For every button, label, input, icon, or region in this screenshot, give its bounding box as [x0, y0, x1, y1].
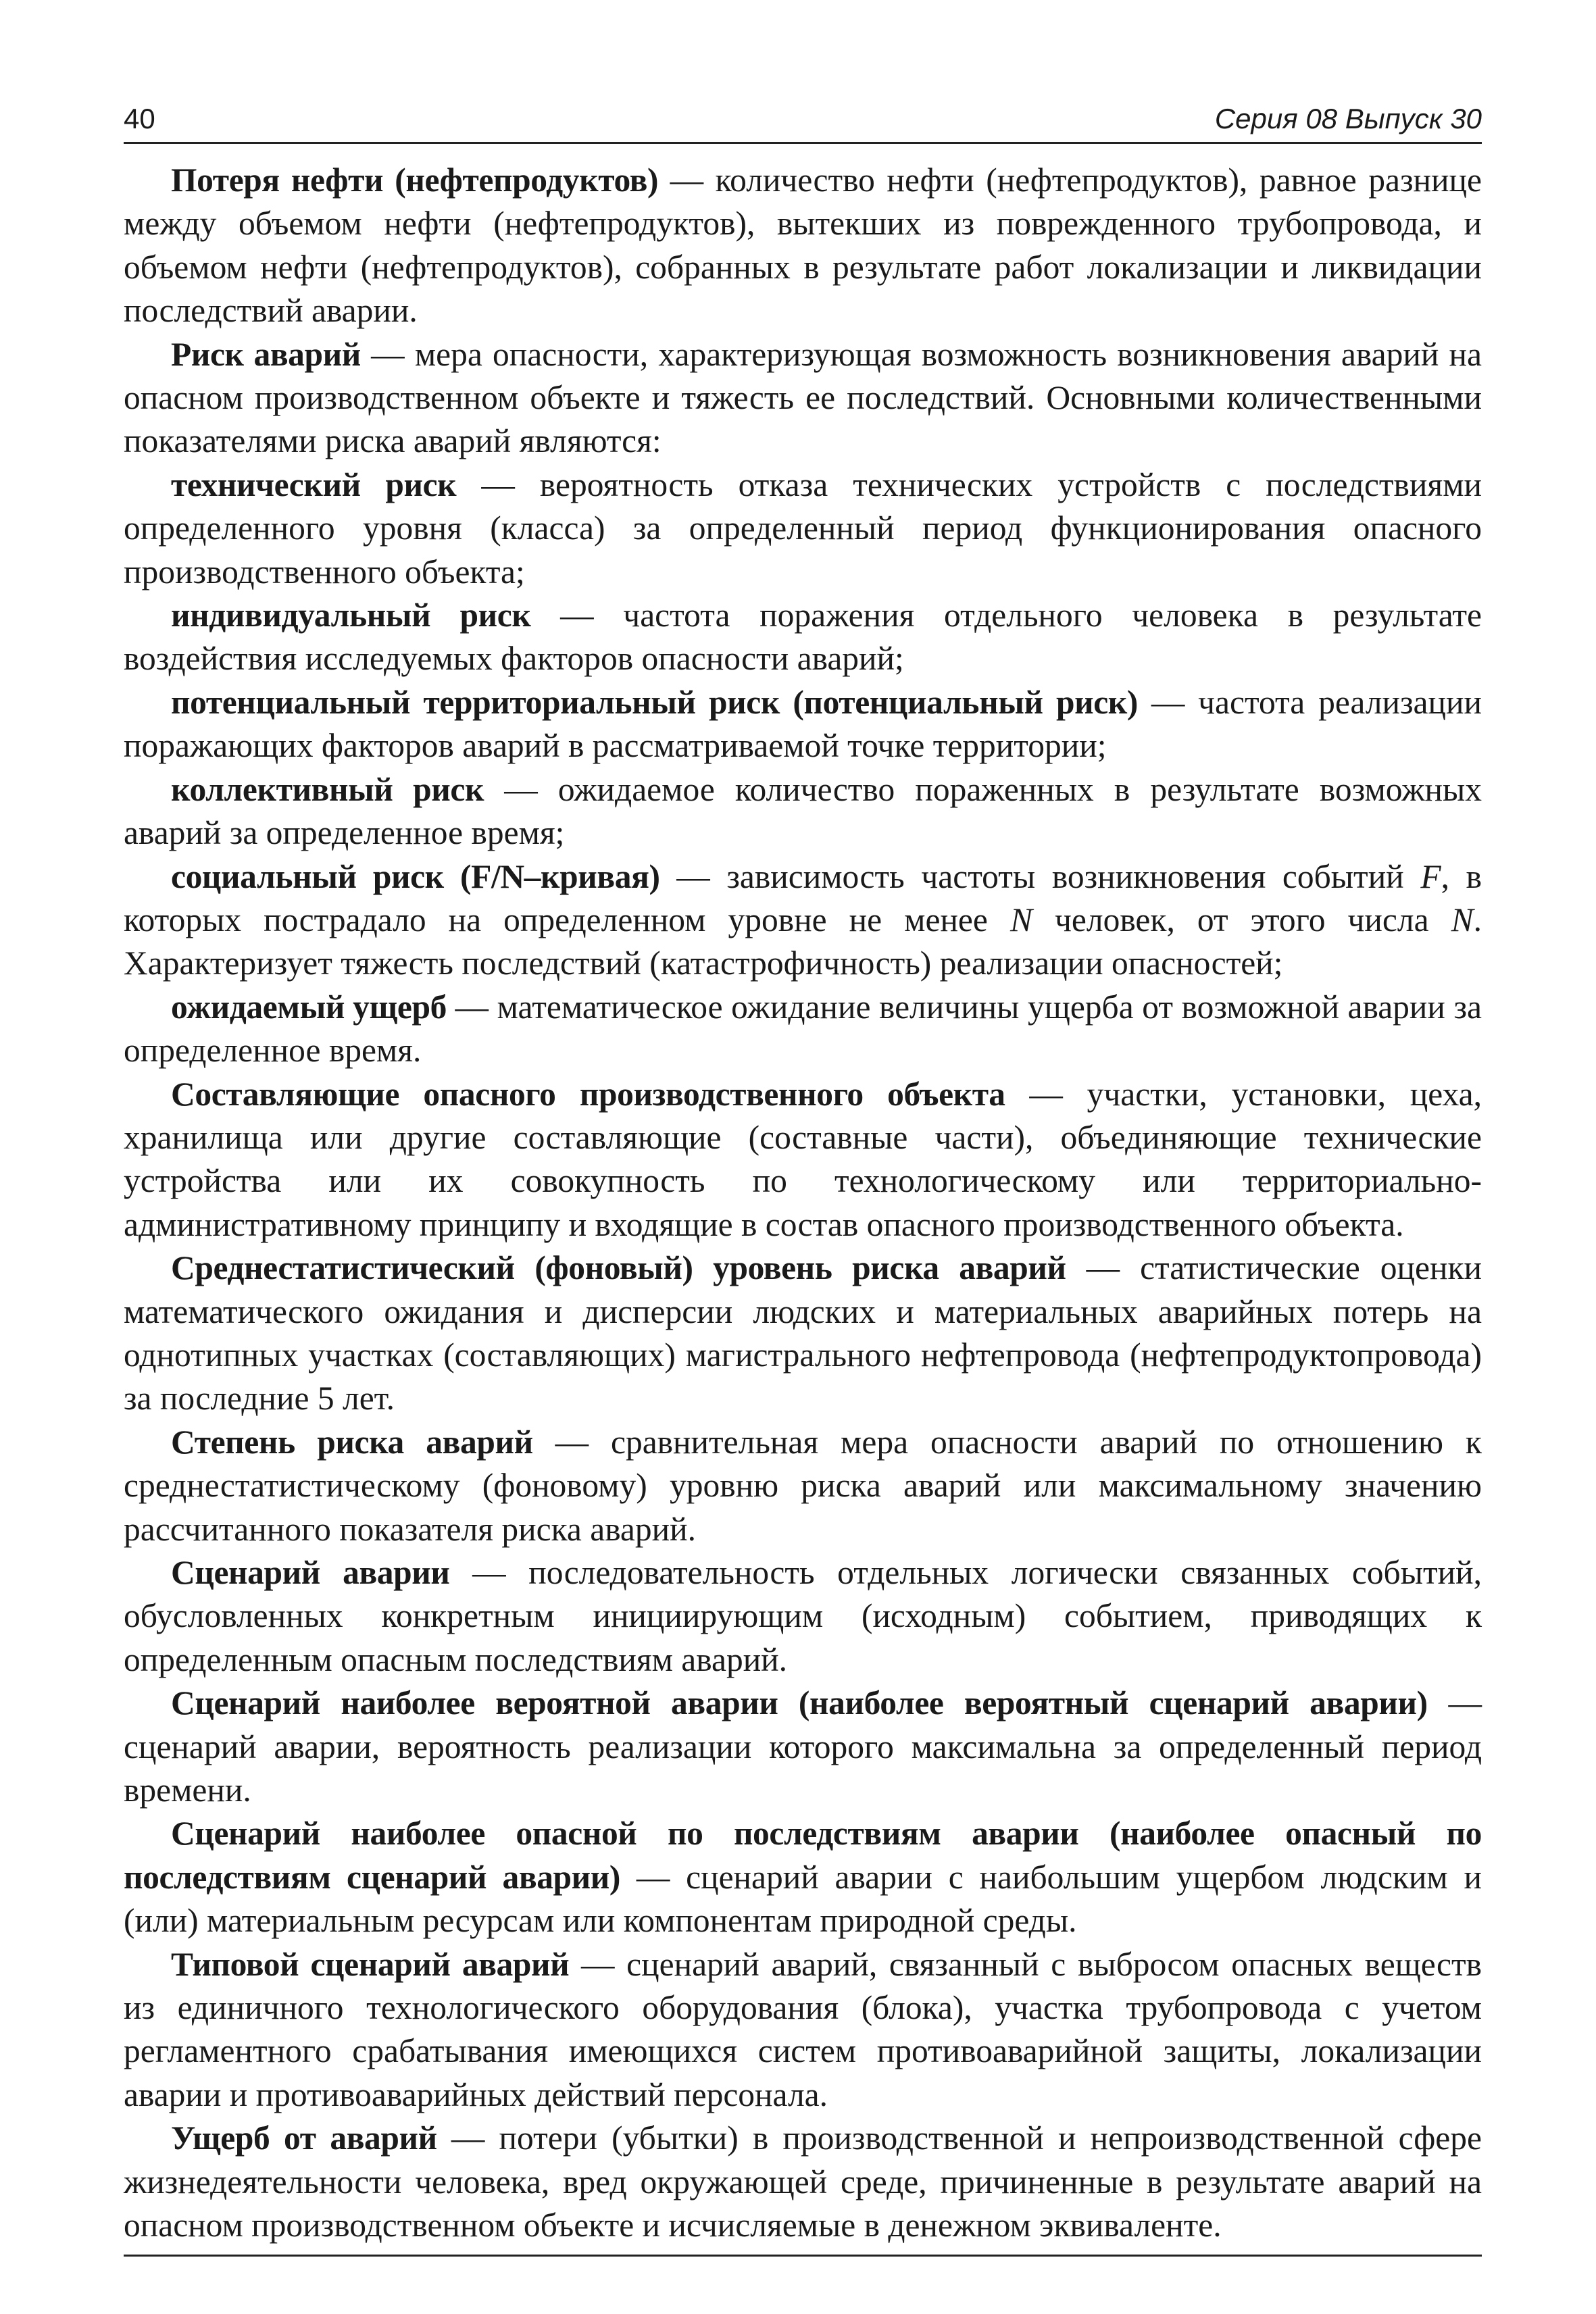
term: социальный риск (F/N–кривая) — [171, 857, 660, 895]
definition-text: , в которых пострадало на определенном уровне не менее — [124, 857, 1482, 938]
term: потенциальный территориальный риск (потенциальный риск) — [171, 683, 1139, 721]
definition-technical-risk — [124, 463, 1482, 594]
variable-n: N — [1451, 901, 1474, 938]
definition-text: — ожидаемое количество пораженных в результате возможных аварий за определенное время; — [124, 770, 1482, 852]
term: Типовой сценарий аварий — [171, 1945, 570, 1983]
definition-text: — потери (убытки) в производственной и непроизводственной сфере жизнедеятельности человека, вред окружающей среде, причиненные в результате аварий на опасном производственном объекте и исчисляемые в денежном эквиваленте. — [124, 2119, 1482, 2244]
definition-text: — частота реализации поражающих факторов аварий в рассматриваемой точке территории; — [124, 683, 1482, 765]
term: Сценарий аварии — [171, 1554, 450, 1591]
term: коллективный риск — [171, 770, 484, 808]
definition-individual-risk — [124, 594, 1482, 681]
definition-text: — количество нефти (нефтепродуктов), равное разнице между объемом нефти (нефтепродуктов), вытекших из поврежденного трубопровода, и объемом нефти (нефтепродуктов), собранных в результате работ локализации и ликвидации последствий аварии. — [124, 161, 1482, 330]
document-page — [124, 95, 1482, 2257]
definition-accident-risk — [124, 333, 1482, 463]
series-label: Серия 08 Выпуск 30 — [1214, 103, 1482, 134]
definition-expected-damage — [124, 986, 1482, 1073]
term: Среднестатистический (фоновый) уровень риска аварий — [171, 1249, 1066, 1287]
definition-risk-degree — [124, 1421, 1482, 1551]
term: ожидаемый ущерб — [171, 988, 447, 1026]
variable-n: N — [1009, 901, 1032, 938]
definition-text: — сценарий аварии с наибольшим ущербом людским и (или) материальным ресурсам или компонентам природной среды. — [124, 1858, 1482, 1940]
definition-text: человек, от этого числа — [1032, 901, 1451, 938]
body-text — [124, 159, 1482, 2248]
bottom-rule — [124, 2255, 1482, 2257]
definition-most-dangerous-scenario — [124, 1812, 1482, 1942]
term: Сценарий наиболее вероятной аварии (наиболее вероятный сценарий аварии) — [171, 1684, 1428, 1722]
definition-text: — участки, установки, цеха, хранилища или другие составляющие (составные части), объединяющие технические устройства или их совокупность по технологическому или территориально-административному принципу и входящие в состав опасного производственного объекта. — [124, 1075, 1482, 1243]
definition-text: . Характеризует тяжесть последствий (катастрофичность) реализации опасностей; — [124, 901, 1482, 982]
definition-social-risk — [124, 855, 1482, 986]
term: Составляющие опасного производственного объекта — [171, 1075, 1005, 1113]
definition-text: — сценарий аварий, связанный с выбросом опасных веществ из единичного технологического оборудования (блока), участка трубопровода с учетом регламентного срабатывания имеющихся систем противоаварийной защиты, локализации аварии и противоаварийных действий персонала. — [124, 1945, 1482, 2113]
definition-text: — сравнительная мера опасности аварий по отношению к среднестатистическому (фоновому) уровню риска аварий или максимальному значению рассчитанного показателя риска аварий. — [124, 1423, 1482, 1548]
definition-accident-scenario — [124, 1551, 1482, 1682]
definition-accident-damage — [124, 2117, 1482, 2247]
definition-text: — сценарий аварии, вероятность реализации которого максимальна за определенный период времени. — [124, 1684, 1482, 1809]
term: Сценарий наиболее опасной по последствиям аварии (наиболее опасный по последствиям сценарий аварии) — [124, 1815, 1482, 1896]
definition-text: — статистические оценки математического ожидания и дисперсии людских и материальных аварийных потерь на однотипных участках (составляющих) магистрального нефтепровода (нефтепродуктопровода) за последние 5 лет. — [124, 1249, 1482, 1417]
running-header — [124, 95, 1482, 144]
definition-text: — частота поражения отдельного человека в результате воздействия исследуемых факторов опасности аварий; — [124, 597, 1482, 678]
term: Ущерб от аварий — [171, 2119, 437, 2157]
term: Потеря нефти (нефтепродуктов) — [171, 161, 659, 199]
definition-facility-components — [124, 1073, 1482, 1247]
page-number: 40 — [124, 103, 155, 134]
definition-background-risk-level — [124, 1247, 1482, 1421]
term: Степень риска аварий — [171, 1423, 533, 1461]
term: индивидуальный риск — [171, 597, 531, 634]
definition-text: — последовательность отдельных логически связанных событий, обусловленных конкретным инициирующим (исходным) событием, приводящих к определенным опасным последствиям аварий. — [124, 1554, 1482, 1678]
definition-oil-loss — [124, 159, 1482, 333]
definition-text: — мера опасности, характеризующая возможность возникновения аварий на опасном производственном объекте и тяжесть ее последствий. Основными количественными показателями риска аварий являются: — [124, 335, 1482, 460]
definition-potential-risk — [124, 681, 1482, 768]
definition-typical-scenario — [124, 1943, 1482, 2117]
definition-text: — вероятность отказа технических устройств с последствиями определенного уровня (класса) за определенный период функционирования опасного производственного объекта; — [124, 466, 1482, 590]
definition-text: — зависимость частоты возникновения событий — [659, 857, 1421, 895]
term: технический риск — [171, 466, 457, 503]
term: Риск аварий — [171, 335, 361, 373]
variable-f: F — [1420, 857, 1441, 895]
definition-text: — математическое ожидание величины ущерба от возможной аварии за определенное время. — [124, 988, 1482, 1070]
definition-most-probable-scenario — [124, 1682, 1482, 1812]
definition-collective-risk — [124, 768, 1482, 855]
